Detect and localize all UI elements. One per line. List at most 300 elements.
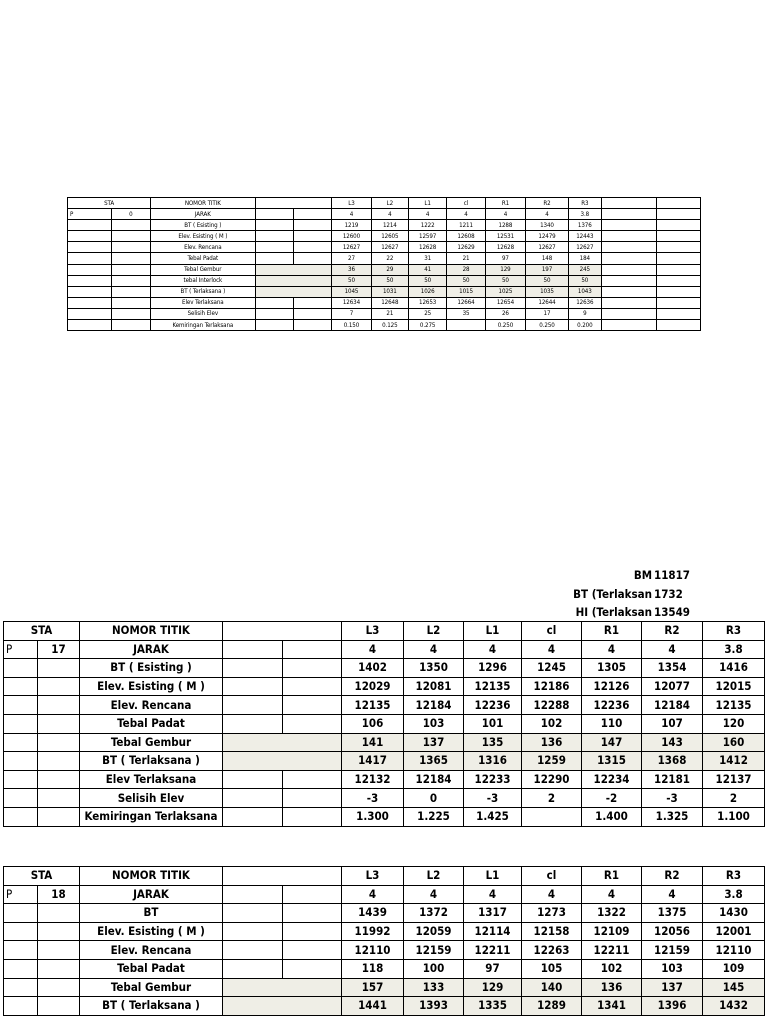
benchmark-value: 13549 — [654, 605, 690, 620]
value-cell-r2: 1354 — [642, 659, 703, 678]
row-label: Tebal Gembur — [80, 978, 223, 997]
value-cell-r1: 12126 — [582, 677, 642, 696]
column-header-l2: L2 — [404, 867, 464, 886]
row-label: tebal Interlock — [151, 275, 255, 286]
row-label: Tebal Padat — [151, 253, 255, 264]
sta-header: STA — [4, 867, 80, 886]
value-cell-r3: 0.200 — [568, 320, 601, 331]
empty-cell — [255, 231, 293, 242]
value-cell-l2: 4 — [404, 640, 464, 659]
value-cell-r3: 12001 — [703, 922, 765, 941]
value-cell-r2: -3 — [642, 789, 703, 808]
value-cell-r1: 26 — [485, 308, 525, 319]
empty-cell — [293, 220, 331, 231]
value-cell-r3: 245 — [568, 264, 601, 275]
row-label: Elev. Esisting ( M ) — [151, 231, 255, 242]
column-header-r2: R2 — [526, 198, 569, 209]
value-cell-l2: 12184 — [404, 770, 464, 789]
table-row — [4, 941, 765, 960]
value-cell-cl: 4 — [447, 209, 485, 220]
value-cell-r1: 129 — [485, 264, 525, 275]
row-label: Elev Terlaksana — [151, 297, 255, 308]
empty-cell — [223, 770, 283, 789]
value-cell-l3: 12110 — [342, 941, 404, 960]
shaded-cell — [255, 264, 293, 275]
value-cell-l3: 1441 — [342, 997, 404, 1016]
value-cell-r2: 12644 — [526, 297, 569, 308]
value-cell-r2: 17 — [526, 308, 569, 319]
value-cell-l2: 133 — [404, 978, 464, 997]
value-cell-l2: 1.225 — [404, 807, 464, 826]
value-cell-l3: 50 — [332, 275, 371, 286]
column-header-r1: R1 — [582, 867, 642, 886]
row-label: JARAK — [80, 885, 223, 904]
value-cell-r2: 197 — [526, 264, 569, 275]
value-cell-l2: 1214 — [371, 220, 408, 231]
value-cell-l1: 12653 — [408, 297, 446, 308]
value-cell-l3: 106 — [342, 714, 404, 733]
empty-cell — [601, 264, 656, 275]
column-header-l2: L2 — [371, 198, 408, 209]
empty-cell — [293, 231, 331, 242]
value-cell-l2: 137 — [404, 733, 464, 752]
value-cell-l1: 1.425 — [464, 807, 522, 826]
header-blank-cell — [223, 622, 342, 641]
shaded-cell — [283, 997, 342, 1016]
empty-cell — [657, 308, 701, 319]
header-blank-cell — [255, 198, 332, 209]
value-cell-r3: 50 — [568, 275, 601, 286]
empty-cell — [283, 770, 342, 789]
sta-value: 17 — [38, 640, 80, 659]
column-header-r1: R1 — [582, 622, 642, 641]
header-blank-cell — [601, 198, 656, 209]
value-cell-r3: 1376 — [568, 220, 601, 231]
empty-cell — [68, 253, 112, 264]
value-cell-r1: 12236 — [582, 696, 642, 715]
column-header-cl: cl — [522, 867, 582, 886]
value-cell-cl: 12664 — [447, 297, 485, 308]
row-label: Selisih Elev — [80, 789, 223, 808]
value-cell-l1: 1317 — [464, 904, 522, 923]
empty-cell — [657, 297, 701, 308]
value-cell-l1: 1026 — [408, 286, 446, 297]
table-row — [68, 264, 701, 275]
shaded-cell — [255, 286, 293, 297]
value-cell-cl: 21 — [447, 253, 485, 264]
empty-cell — [4, 696, 38, 715]
value-cell-r3: 1430 — [703, 904, 765, 923]
empty-cell — [4, 714, 38, 733]
empty-cell — [68, 275, 112, 286]
table-row — [68, 320, 701, 331]
empty-cell — [293, 320, 331, 331]
sta-18-table — [3, 866, 765, 1016]
empty-cell — [223, 789, 283, 808]
value-cell-l3: 1417 — [342, 752, 404, 771]
value-cell-r3: 2 — [703, 789, 765, 808]
empty-cell — [293, 297, 331, 308]
shaded-cell — [223, 752, 283, 771]
empty-cell — [4, 677, 38, 696]
value-cell-l2: 0 — [404, 789, 464, 808]
value-cell-l1: 12236 — [464, 696, 522, 715]
empty-cell — [111, 220, 150, 231]
row-label: Elev. Esisting ( M ) — [80, 677, 223, 696]
benchmark-value: 11817 — [654, 568, 690, 582]
value-cell-r1: -2 — [582, 789, 642, 808]
benchmark-label: BM — [633, 568, 652, 582]
value-cell-r3: 120 — [703, 714, 765, 733]
value-cell-l3: -3 — [342, 789, 404, 808]
value-cell-r1: 12628 — [485, 242, 525, 253]
header-blank-cell — [657, 198, 701, 209]
sta-17-table — [3, 621, 765, 827]
value-cell-l1: 1222 — [408, 220, 446, 231]
table-row — [4, 770, 765, 789]
empty-cell — [68, 308, 112, 319]
value-cell-l3: 118 — [342, 959, 404, 978]
row-label: Tebal Padat — [80, 959, 223, 978]
sta-18-body — [4, 867, 765, 1016]
value-cell-l3: 4 — [332, 209, 371, 220]
table-row — [4, 640, 765, 659]
value-cell-cl: 1211 — [447, 220, 485, 231]
table-row — [68, 308, 701, 319]
value-cell-r1: 12234 — [582, 770, 642, 789]
row-label: BT ( Terlaksana ) — [80, 997, 223, 1016]
table-row — [4, 959, 765, 978]
value-cell-cl: 50 — [447, 275, 485, 286]
row-label: BT — [80, 904, 223, 923]
shaded-cell — [283, 733, 342, 752]
empty-cell — [283, 696, 342, 715]
value-cell-l3: 4 — [342, 885, 404, 904]
value-cell-l1: 1316 — [464, 752, 522, 771]
header-blank-cell — [223, 867, 342, 886]
empty-cell — [293, 242, 331, 253]
empty-cell — [255, 297, 293, 308]
benchmark-row — [590, 566, 730, 585]
column-header-l1: L1 — [408, 198, 446, 209]
value-cell-l1: 135 — [464, 733, 522, 752]
value-cell-cl: 1289 — [522, 997, 582, 1016]
value-cell-l2: 12059 — [404, 922, 464, 941]
empty-cell — [283, 714, 342, 733]
row-label: Tebal Gembur — [151, 264, 255, 275]
value-cell-l2: 21 — [371, 308, 408, 319]
empty-cell — [38, 752, 80, 771]
table-row — [68, 275, 701, 286]
empty-cell — [601, 286, 656, 297]
benchmark-label: HI (Terlaksan — [575, 605, 652, 620]
table-row — [4, 904, 765, 923]
value-cell-l3: 12132 — [342, 770, 404, 789]
empty-cell — [293, 209, 331, 220]
value-cell-cl: 12158 — [522, 922, 582, 941]
value-cell-l1: 12135 — [464, 677, 522, 696]
column-header-r2: R2 — [642, 867, 703, 886]
benchmark-row — [575, 603, 730, 622]
empty-cell — [111, 297, 150, 308]
value-cell-r3: 9 — [568, 308, 601, 319]
empty-cell — [4, 997, 38, 1016]
column-header-cl: cl — [447, 198, 485, 209]
value-cell-cl — [522, 807, 582, 826]
value-cell-r2: 148 — [526, 253, 569, 264]
value-cell-cl: 1015 — [447, 286, 485, 297]
row-label: Elev Terlaksana — [80, 770, 223, 789]
value-cell-l3: 4 — [342, 640, 404, 659]
value-cell-l2: 12184 — [404, 696, 464, 715]
shaded-cell — [293, 264, 331, 275]
value-cell-l1: 12114 — [464, 922, 522, 941]
value-cell-r3: 12015 — [703, 677, 765, 696]
empty-cell — [38, 941, 80, 960]
empty-cell — [4, 807, 38, 826]
p-cell: P — [68, 209, 112, 220]
value-cell-r2: 0.250 — [526, 320, 569, 331]
value-cell-l1: 12628 — [408, 242, 446, 253]
empty-cell — [283, 659, 342, 678]
empty-cell — [657, 253, 701, 264]
empty-cell — [68, 320, 112, 331]
empty-cell — [38, 714, 80, 733]
benchmark-value: 1732 — [654, 586, 683, 601]
value-cell-l2: 1031 — [371, 286, 408, 297]
empty-cell — [38, 770, 80, 789]
table-row — [4, 733, 765, 752]
empty-cell — [283, 807, 342, 826]
value-cell-l3: 1219 — [332, 220, 371, 231]
value-cell-cl: 28 — [447, 264, 485, 275]
value-cell-r2: 1396 — [642, 997, 703, 1016]
empty-cell — [283, 922, 342, 941]
table-row — [68, 220, 701, 231]
empty-cell — [38, 904, 80, 923]
value-cell-r1: 1305 — [582, 659, 642, 678]
column-header-l3: L3 — [332, 198, 371, 209]
value-cell-r2: 4 — [642, 640, 703, 659]
value-cell-l1: 101 — [464, 714, 522, 733]
p-cell: P — [4, 640, 38, 659]
empty-cell — [68, 264, 112, 275]
value-cell-cl: 140 — [522, 978, 582, 997]
empty-cell — [111, 320, 150, 331]
empty-cell — [68, 297, 112, 308]
benchmark-label: BT (Terlaksan — [573, 586, 652, 601]
column-header-l3: L3 — [342, 867, 404, 886]
empty-cell — [68, 231, 112, 242]
empty-cell — [255, 308, 293, 319]
value-cell-cl: 136 — [522, 733, 582, 752]
value-cell-l3: 1.300 — [342, 807, 404, 826]
value-cell-l3: 36 — [332, 264, 371, 275]
value-cell-r3: 1043 — [568, 286, 601, 297]
value-cell-r3: 3.8 — [703, 885, 765, 904]
value-cell-r1: 1.400 — [582, 807, 642, 826]
value-cell-l3: 141 — [342, 733, 404, 752]
value-cell-cl: 12263 — [522, 941, 582, 960]
empty-cell — [657, 264, 701, 275]
value-cell-r3: 145 — [703, 978, 765, 997]
value-cell-l3: 157 — [342, 978, 404, 997]
value-cell-r3: 12443 — [568, 231, 601, 242]
empty-cell — [4, 789, 38, 808]
empty-cell — [255, 253, 293, 264]
empty-cell — [4, 922, 38, 941]
value-cell-r2: 12159 — [642, 941, 703, 960]
value-cell-r1: 1341 — [582, 997, 642, 1016]
empty-cell — [255, 209, 293, 220]
empty-cell — [111, 275, 150, 286]
shaded-cell — [293, 286, 331, 297]
table-row — [68, 297, 701, 308]
column-header-r3: R3 — [703, 622, 765, 641]
empty-cell — [38, 922, 80, 941]
value-cell-l3: 12627 — [332, 242, 371, 253]
value-cell-l2: 12648 — [371, 297, 408, 308]
value-cell-l3: 7 — [332, 308, 371, 319]
empty-cell — [657, 242, 701, 253]
empty-cell — [601, 275, 656, 286]
empty-cell — [38, 677, 80, 696]
value-cell-r2: 1368 — [642, 752, 703, 771]
column-header-l1: L1 — [464, 622, 522, 641]
sta-header: STA — [4, 622, 80, 641]
column-header-l3: L3 — [342, 622, 404, 641]
empty-cell — [223, 941, 283, 960]
value-cell-r3: 12137 — [703, 770, 765, 789]
value-cell-cl: 12288 — [522, 696, 582, 715]
value-cell-r1: 0.250 — [485, 320, 525, 331]
empty-cell — [4, 733, 38, 752]
empty-cell — [4, 959, 38, 978]
value-cell-r3: 1.100 — [703, 807, 765, 826]
value-cell-l1: 31 — [408, 253, 446, 264]
value-cell-l2: 12627 — [371, 242, 408, 253]
value-cell-r2: 12184 — [642, 696, 703, 715]
value-cell-l3: 12600 — [332, 231, 371, 242]
value-cell-l1: 4 — [464, 885, 522, 904]
empty-cell — [255, 320, 293, 331]
value-cell-r3: 184 — [568, 253, 601, 264]
row-label: Elev. Rencana — [151, 242, 255, 253]
table-row — [4, 807, 765, 826]
empty-cell — [68, 242, 112, 253]
value-cell-cl: 4 — [522, 885, 582, 904]
empty-cell — [601, 308, 656, 319]
value-cell-r3: 12135 — [703, 696, 765, 715]
value-cell-l2: 50 — [371, 275, 408, 286]
empty-cell — [283, 941, 342, 960]
empty-cell — [601, 231, 656, 242]
empty-cell — [38, 997, 80, 1016]
value-cell-r3: 3.8 — [703, 640, 765, 659]
table-row — [4, 885, 765, 904]
value-cell-cl: 12629 — [447, 242, 485, 253]
empty-cell — [223, 904, 283, 923]
value-cell-r1: 12531 — [485, 231, 525, 242]
value-cell-r2: 4 — [526, 209, 569, 220]
value-cell-r2: 107 — [642, 714, 703, 733]
table-row — [4, 659, 765, 678]
empty-cell — [223, 640, 283, 659]
value-cell-r1: 147 — [582, 733, 642, 752]
row-label: Elev. Rencana — [80, 696, 223, 715]
empty-cell — [38, 978, 80, 997]
value-cell-l2: 1350 — [404, 659, 464, 678]
value-cell-cl: 12290 — [522, 770, 582, 789]
value-cell-cl: 35 — [447, 308, 485, 319]
empty-cell — [657, 220, 701, 231]
empty-cell — [111, 286, 150, 297]
row-label: JARAK — [80, 640, 223, 659]
value-cell-l1: 1335 — [464, 997, 522, 1016]
shaded-cell — [283, 752, 342, 771]
empty-cell — [38, 807, 80, 826]
table-row — [68, 242, 701, 253]
value-cell-r3: 160 — [703, 733, 765, 752]
empty-cell — [223, 959, 283, 978]
value-cell-r1: 1288 — [485, 220, 525, 231]
empty-cell — [657, 275, 701, 286]
empty-cell — [68, 220, 112, 231]
value-cell-l1: 4 — [464, 640, 522, 659]
value-cell-r2: 12056 — [642, 922, 703, 941]
row-label: Tebal Padat — [80, 714, 223, 733]
value-cell-cl: 2 — [522, 789, 582, 808]
value-cell-r1: 4 — [485, 209, 525, 220]
value-cell-l2: 4 — [404, 885, 464, 904]
sta-0-body — [68, 198, 701, 331]
empty-cell — [657, 209, 701, 220]
shaded-cell — [283, 978, 342, 997]
sta-value: 0 — [111, 209, 150, 220]
value-cell-l3: 12135 — [342, 696, 404, 715]
value-cell-r1: 50 — [485, 275, 525, 286]
value-cell-l1: 41 — [408, 264, 446, 275]
value-cell-l1: -3 — [464, 789, 522, 808]
p-cell: P — [4, 885, 38, 904]
empty-cell — [4, 659, 38, 678]
row-label: Selisih Elev — [151, 308, 255, 319]
value-cell-l2: 1365 — [404, 752, 464, 771]
sta-header: STA — [68, 198, 151, 209]
empty-cell — [4, 752, 38, 771]
value-cell-l1: 50 — [408, 275, 446, 286]
empty-cell — [38, 789, 80, 808]
empty-cell — [38, 696, 80, 715]
empty-cell — [283, 640, 342, 659]
empty-cell — [38, 959, 80, 978]
row-label: JARAK — [151, 209, 255, 220]
value-cell-l1: 12597 — [408, 231, 446, 242]
value-cell-r2: 12627 — [526, 242, 569, 253]
sta-0-table — [67, 197, 701, 331]
empty-cell — [223, 922, 283, 941]
empty-cell — [657, 286, 701, 297]
value-cell-r2: 12181 — [642, 770, 703, 789]
value-cell-l3: 11992 — [342, 922, 404, 941]
value-cell-r3: 3.8 — [568, 209, 601, 220]
value-cell-l2: 1372 — [404, 904, 464, 923]
table-row — [4, 677, 765, 696]
empty-cell — [111, 231, 150, 242]
value-cell-l3: 12029 — [342, 677, 404, 696]
value-cell-r1: 1315 — [582, 752, 642, 771]
value-cell-r2: 1340 — [526, 220, 569, 231]
